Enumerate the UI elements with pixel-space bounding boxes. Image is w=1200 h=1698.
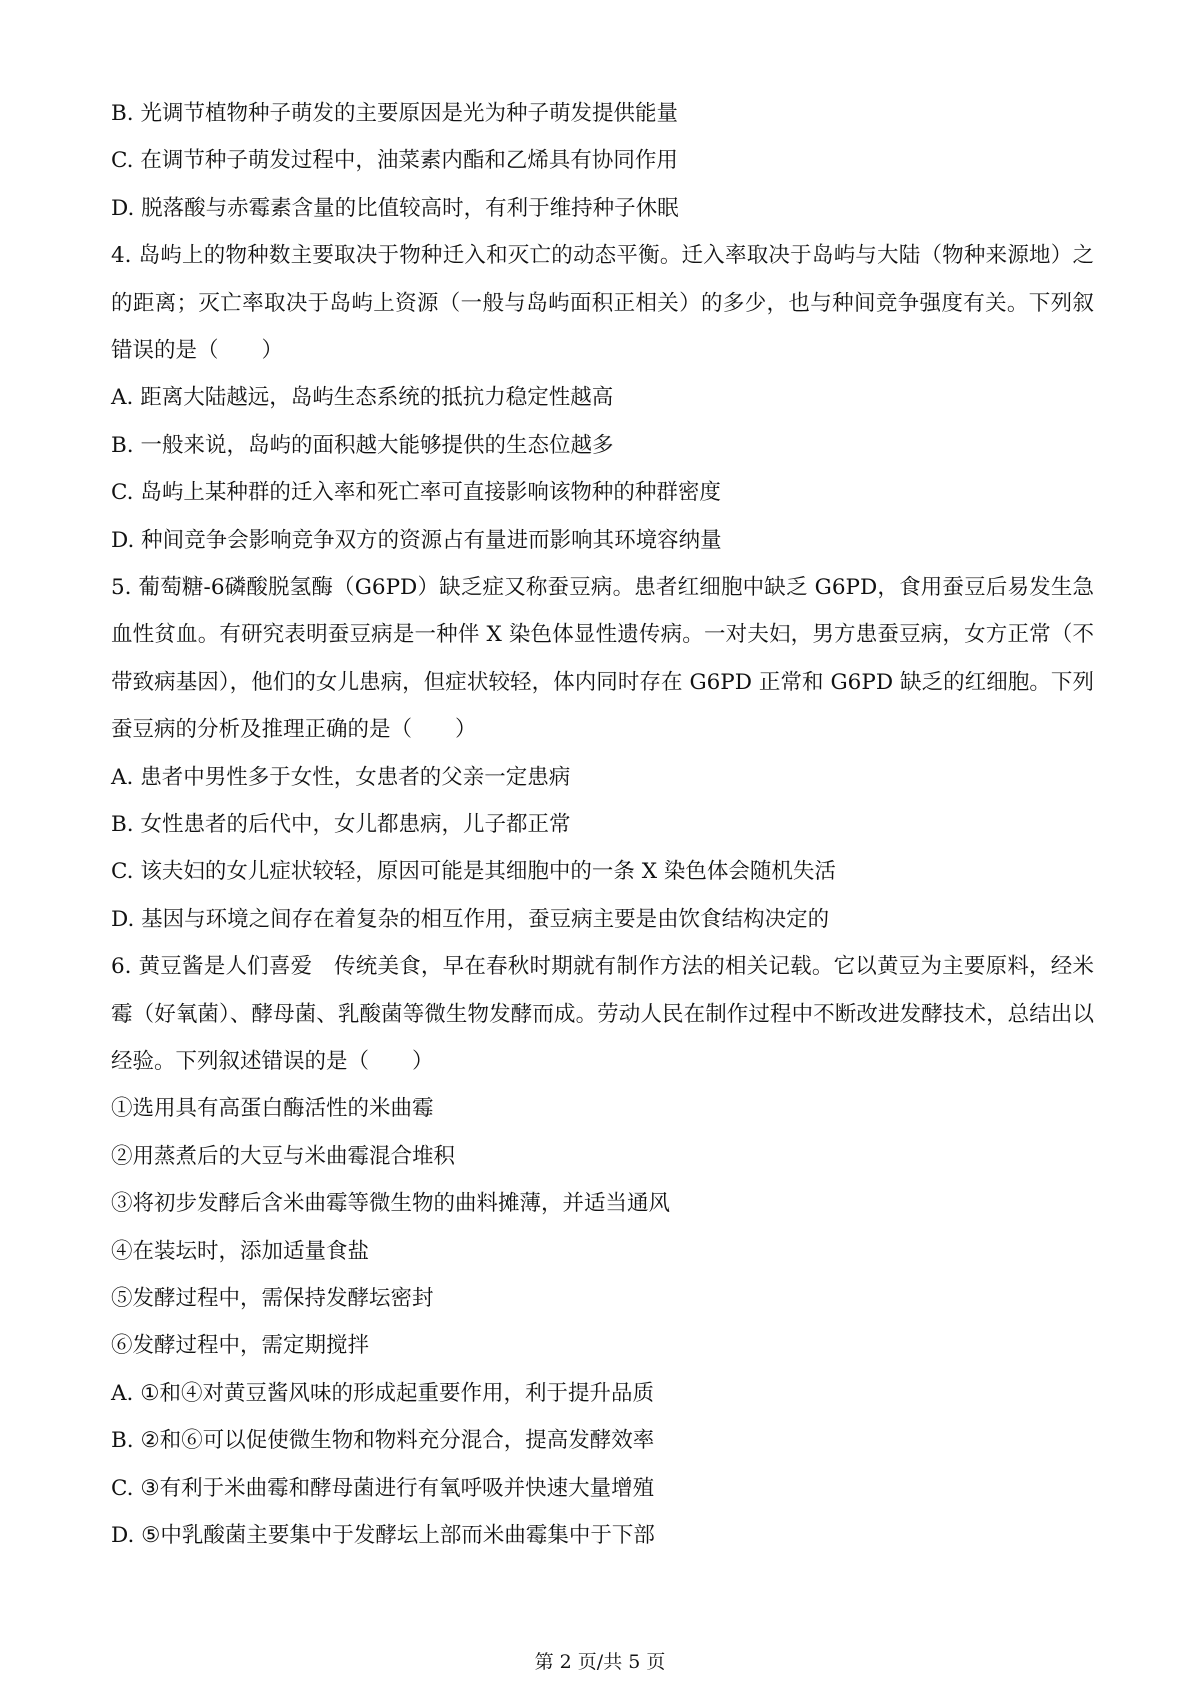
text-line: ⑥发酵过程中，需定期搅拌 [111,1333,370,1359]
text-line: B. 一般来说，岛屿的面积越大能够提供的生态位越多 [111,432,614,458]
text-line: ①选用具有高蛋白酶活性的米曲霉 [111,1096,434,1122]
text-line: B. 光调节植物种子萌发的主要原因是光为种子萌发提供能量 [111,101,678,126]
text-line: A. 距离大陆越远，岛屿生态系统的抵抗力稳定性越高 [111,385,614,411]
text-line: C. 该夫妇的女儿症状较轻，原因可能是其细胞中的一条 X 染色体会随机失活 [111,859,836,885]
text-line: B. 女性患者的后代中，女儿都患病，儿子都正常 [111,812,571,837]
text-line: 错误的是（ ） [111,338,284,363]
text-line: B. ②和⑥可以促使微生物和物料充分混合，提高发酵效率 [111,1428,655,1454]
text-line: A. 患者中男性多于女性，女患者的父亲一定患病 [111,764,571,790]
text-line: 经验。下列叙述错误的是（ ） [111,1049,434,1074]
text-line: D. 脱落酸与赤霉素含量的比值较高时，有利于维持种子休眠 [111,195,679,221]
text-line: 血性贫血。有研究表明蚕豆病是一种伴 X 染色体显性遗传病。一对夫妇，男方患蚕豆病，女方正常（不 [111,622,1094,648]
text-line: D. 种间竞争会影响竞争双方的资源占有量进而影响其环境容纳量 [111,527,722,553]
text-line: D. ⑤中乳酸菌主要集中于发酵坛上部而米曲霉集中于下部 [111,1523,655,1548]
text-line: ④在装坛时，添加适量食盐 [111,1238,370,1264]
text-line: D. 基因与环境之间存在着复杂的相互作用，蚕豆病主要是由饮食结构决定的 [111,906,830,932]
text-line: 带致病基因），他们的女儿患病，但症状较轻，体内同时存在 G6PD 正常和 G6PD 缺乏的红细胞。下列 [111,669,1094,695]
text-line: ②用蒸煮后的大豆与米曲霉混合堆积 [111,1143,456,1169]
text-line: C. 岛屿上某种群的迁入率和死亡率可直接影响该物种的种群密度 [111,480,721,506]
text-line: 5. 葡萄糖-6磷酸脱氢酶（G6PD）缺乏症又称蚕豆病。患者红细胞中缺乏 G6PD，食用蚕豆后易发生急 [111,575,1094,600]
text-line: 6. 黄豆酱是人们喜爱 传统美食，早在春秋时期就有制作方法的相关记载。它以黄豆为主要原料，经米 [111,954,1094,980]
text-line: ⑤发酵过程中，需保持发酵坛密封 [111,1286,434,1311]
text-line: C. ③有利于米曲霉和酵母菌进行有氧呼吸并快速大量增殖 [111,1475,655,1501]
text-line: A. ①和④对黄豆酱风味的形成起重要作用，利于提升品质 [111,1380,654,1406]
text-line: 蚕豆病的分析及推理正确的是（ ） [111,717,477,743]
text-line: 的距离；灭亡率取决于岛屿上资源（一般与岛屿面积正相关）的多少，也与种间竞争强度有关。下列叙 [111,290,1094,316]
text-line: 4. 岛屿上的物种数主要取决于物种迁入和灭亡的动态平衡。迁入率取决于岛屿与大陆（物种来源地）之 [111,243,1094,269]
text-line: 霉（好氧菌）、酵母菌、乳酸菌等微生物发酵而成。劳动人民在制作过程中不断改进发酵技术，总结出以 [111,1001,1094,1027]
text-line: C. 在调节种子萌发过程中，油菜素内酯和乙烯具有协同作用 [111,148,678,174]
text-line: ③将初步发酵后含米曲霉等微生物的曲料摊薄，并适当通风 [111,1191,671,1217]
page-number-footer: 第 2 页/共 5 页 [534,1651,666,1673]
